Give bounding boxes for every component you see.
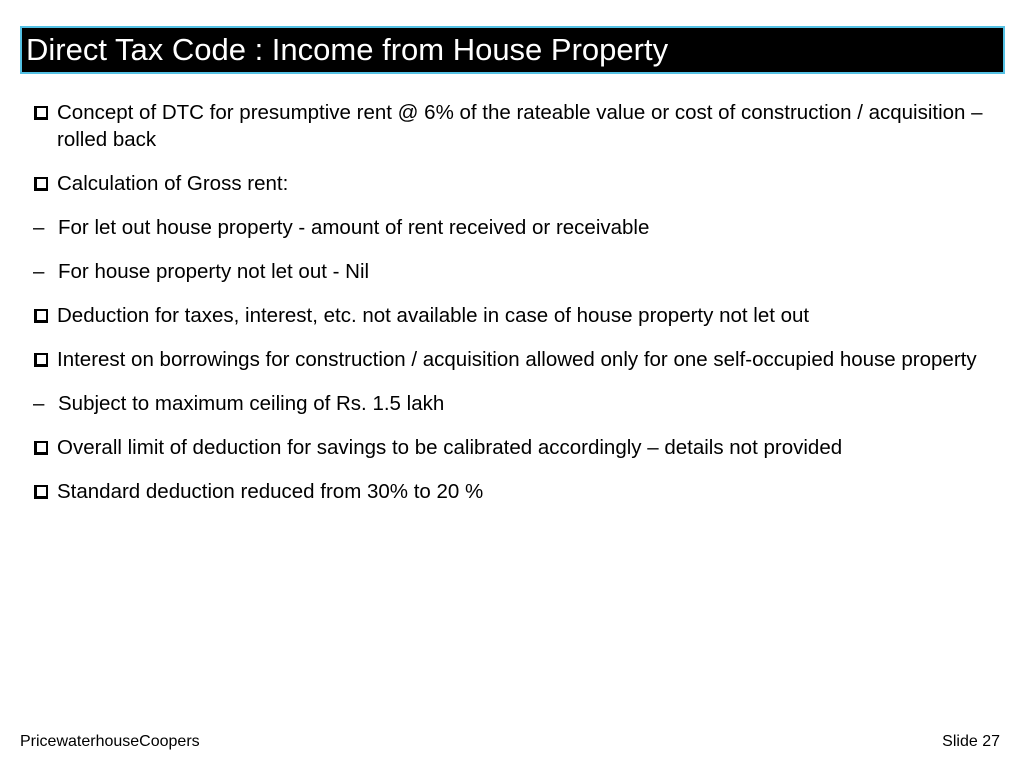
bullet-item [33,478,990,505]
bullet-text: Subject to maximum ceiling of Rs. 1.5 lakh [58,392,445,415]
sub-bullet-item [33,258,990,285]
square-bullet-icon [34,177,48,191]
bullet-text: Calculation of Gross rent: [57,172,289,195]
slide-footer [0,733,1024,755]
bullet-text: Concept of DTC for presumptive rent @ 6% of the rateable value or cost of construction / acquisition – rolled back [57,101,983,151]
bullet-list [33,99,990,505]
bullet-text: Standard deduction reduced from 30% to 20 % [57,480,484,503]
bullet-item [33,99,990,153]
bullet-item [33,434,990,461]
square-bullet-icon [34,485,48,499]
bullet-text: For let out house property - amount of rent received or receivable [58,216,650,239]
bullet-text: Overall limit of deduction for savings to be calibrated accordingly – details not provided [57,436,843,459]
square-bullet-icon [34,106,48,120]
bullet-text: Interest on borrowings for construction / acquisition allowed only for one self-occupied house property [57,348,977,371]
sub-bullet-item [33,214,990,241]
bullet-text: Deduction for taxes, interest, etc. not available in case of house property not let out [57,304,810,327]
bullet-text: For house property not let out - Nil [58,260,370,283]
slide-body [33,99,990,522]
bullet-item [33,302,990,329]
dash-bullet-icon: – [33,392,45,415]
page-title: Direct Tax Code : Income from House Property [26,32,669,67]
footer-company-name: PricewaterhouseCoopers [20,733,200,750]
bullet-item [33,170,990,197]
dash-bullet-icon: – [33,216,45,239]
square-bullet-icon [34,441,48,455]
bullet-item [33,346,990,373]
dash-bullet-icon: – [33,260,45,283]
slide-number: Slide 27 [942,733,1000,750]
sub-bullet-item [33,390,990,417]
slide-title-bar [20,26,1005,74]
square-bullet-icon [34,309,48,323]
square-bullet-icon [34,353,48,367]
